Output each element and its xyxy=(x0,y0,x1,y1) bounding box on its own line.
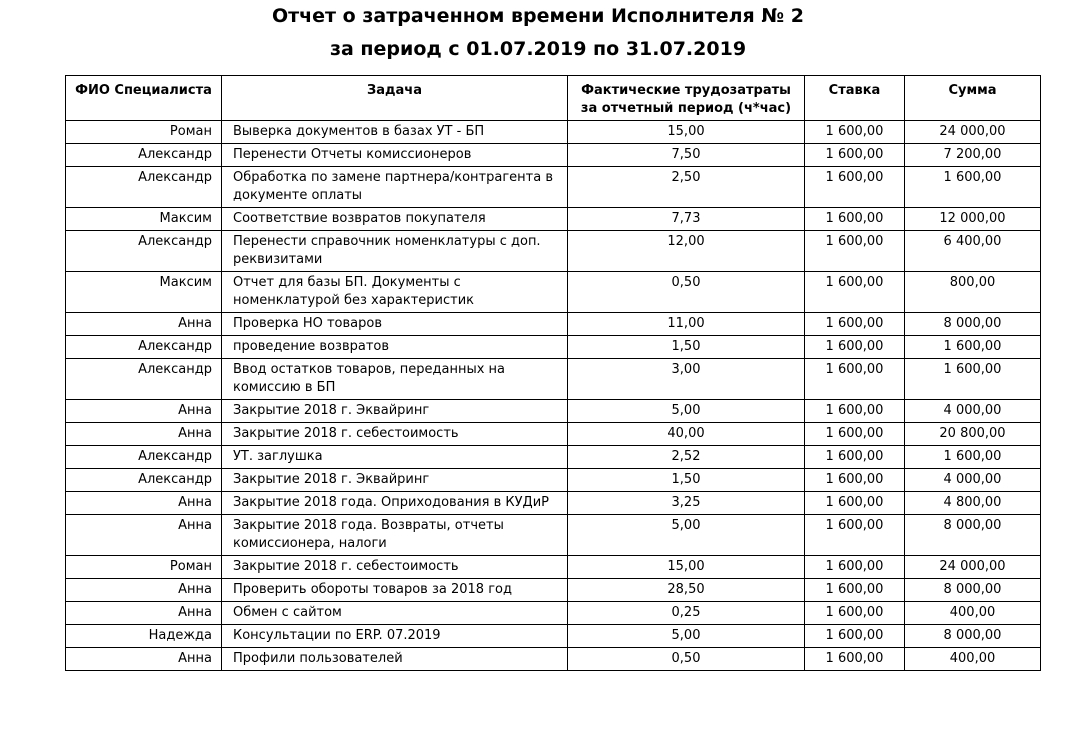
cell-sum: 4 000,00 xyxy=(905,400,1041,423)
cell-sum: 1 600,00 xyxy=(905,359,1041,400)
table-row xyxy=(66,336,1041,359)
cell-task: Отчет для базы БП. Документы с номенклатурой без характеристик xyxy=(222,272,568,313)
column-header-rate: Ставка xyxy=(805,76,905,121)
cell-hours: 40,00 xyxy=(568,423,805,446)
cell-rate: 1 600,00 xyxy=(805,167,905,208)
table-row xyxy=(66,625,1041,648)
cell-rate: 1 600,00 xyxy=(805,648,905,671)
cell-hours: 0,50 xyxy=(568,648,805,671)
cell-rate: 1 600,00 xyxy=(805,602,905,625)
cell-specialist: Анна xyxy=(66,648,222,671)
cell-task: Закрытие 2018 года. Оприходования в КУДиР xyxy=(222,492,568,515)
cell-rate: 1 600,00 xyxy=(805,336,905,359)
table-row xyxy=(66,579,1041,602)
cell-rate: 1 600,00 xyxy=(805,556,905,579)
cell-specialist: Александр xyxy=(66,144,222,167)
cell-specialist: Александр xyxy=(66,167,222,208)
cell-sum: 1 600,00 xyxy=(905,446,1041,469)
cell-specialist: Анна xyxy=(66,602,222,625)
cell-sum: 24 000,00 xyxy=(905,121,1041,144)
cell-sum: 8 000,00 xyxy=(905,625,1041,648)
cell-sum: 8 000,00 xyxy=(905,313,1041,336)
cell-task: Закрытие 2018 г. Эквайринг xyxy=(222,469,568,492)
cell-sum: 8 000,00 xyxy=(905,579,1041,602)
cell-hours: 5,00 xyxy=(568,625,805,648)
cell-hours: 12,00 xyxy=(568,231,805,272)
cell-hours: 0,25 xyxy=(568,602,805,625)
table-row xyxy=(66,272,1041,313)
cell-specialist: Анна xyxy=(66,579,222,602)
cell-hours: 1,50 xyxy=(568,469,805,492)
table-row xyxy=(66,313,1041,336)
cell-specialist: Анна xyxy=(66,515,222,556)
cell-sum: 7 200,00 xyxy=(905,144,1041,167)
cell-task: Закрытие 2018 г. себестоимость xyxy=(222,556,568,579)
cell-sum: 400,00 xyxy=(905,648,1041,671)
table-row xyxy=(66,208,1041,231)
cell-task: Проверка НО товаров xyxy=(222,313,568,336)
cell-specialist: Максим xyxy=(66,272,222,313)
cell-task: проведение возвратов xyxy=(222,336,568,359)
cell-rate: 1 600,00 xyxy=(805,231,905,272)
cell-rate: 1 600,00 xyxy=(805,144,905,167)
cell-specialist: Роман xyxy=(66,121,222,144)
table-header-row xyxy=(66,76,1041,121)
report-title: Отчет о затраченном времени Исполнителя № 2 xyxy=(271,5,805,27)
cell-rate: 1 600,00 xyxy=(805,423,905,446)
table-row xyxy=(66,648,1041,671)
cell-specialist: Роман xyxy=(66,556,222,579)
table-body xyxy=(66,121,1041,671)
column-header-sum: Сумма xyxy=(905,76,1041,121)
cell-rate: 1 600,00 xyxy=(805,446,905,469)
cell-specialist: Александр xyxy=(66,446,222,469)
table-row xyxy=(66,121,1041,144)
report-period: за период с 01.07.2019 по 31.07.2019 xyxy=(329,38,747,60)
cell-task: Обмен с сайтом xyxy=(222,602,568,625)
cell-task: Консультации по ERP. 07.2019 xyxy=(222,625,568,648)
cell-specialist: Александр xyxy=(66,359,222,400)
time-report-table xyxy=(65,75,1041,671)
cell-task: Перенести справочник номенклатуры с доп. реквизитами xyxy=(222,231,568,272)
cell-hours: 1,50 xyxy=(568,336,805,359)
cell-hours: 2,50 xyxy=(568,167,805,208)
column-header-task: Задача xyxy=(222,76,568,121)
cell-specialist: Александр xyxy=(66,231,222,272)
cell-sum: 6 400,00 xyxy=(905,231,1041,272)
cell-task: Выверка документов в базах УТ - БП xyxy=(222,121,568,144)
cell-specialist: Анна xyxy=(66,492,222,515)
cell-sum: 8 000,00 xyxy=(905,515,1041,556)
cell-hours: 7,50 xyxy=(568,144,805,167)
table-row xyxy=(66,602,1041,625)
cell-rate: 1 600,00 xyxy=(805,121,905,144)
cell-sum: 1 600,00 xyxy=(905,167,1041,208)
table-row xyxy=(66,423,1041,446)
cell-sum: 400,00 xyxy=(905,602,1041,625)
cell-hours: 0,50 xyxy=(568,272,805,313)
cell-specialist: Анна xyxy=(66,313,222,336)
cell-sum: 800,00 xyxy=(905,272,1041,313)
cell-hours: 15,00 xyxy=(568,556,805,579)
cell-sum: 24 000,00 xyxy=(905,556,1041,579)
cell-rate: 1 600,00 xyxy=(805,272,905,313)
cell-rate: 1 600,00 xyxy=(805,492,905,515)
table-row xyxy=(66,469,1041,492)
table-row xyxy=(66,400,1041,423)
cell-task: Перенести Отчеты комиссионеров xyxy=(222,144,568,167)
cell-specialist: Максим xyxy=(66,208,222,231)
table-row xyxy=(66,556,1041,579)
cell-rate: 1 600,00 xyxy=(805,625,905,648)
cell-specialist: Анна xyxy=(66,423,222,446)
cell-rate: 1 600,00 xyxy=(805,208,905,231)
cell-hours: 5,00 xyxy=(568,400,805,423)
cell-sum: 20 800,00 xyxy=(905,423,1041,446)
cell-task: УТ. заглушка xyxy=(222,446,568,469)
cell-task: Закрытие 2018 года. Возвраты, отчеты комиссионера, налоги xyxy=(222,515,568,556)
column-header-hours: Фактические трудозатраты за отчетный период (ч*час) xyxy=(568,76,805,121)
table-row xyxy=(66,359,1041,400)
cell-hours: 15,00 xyxy=(568,121,805,144)
cell-task: Закрытие 2018 г. себестоимость xyxy=(222,423,568,446)
table-row xyxy=(66,492,1041,515)
cell-task: Проверить обороты товаров за 2018 год xyxy=(222,579,568,602)
cell-rate: 1 600,00 xyxy=(805,579,905,602)
cell-hours: 3,00 xyxy=(568,359,805,400)
cell-rate: 1 600,00 xyxy=(805,515,905,556)
table-row xyxy=(66,231,1041,272)
cell-hours: 7,73 xyxy=(568,208,805,231)
cell-specialist: Александр xyxy=(66,469,222,492)
cell-specialist: Надежда xyxy=(66,625,222,648)
cell-sum: 1 600,00 xyxy=(905,336,1041,359)
cell-hours: 11,00 xyxy=(568,313,805,336)
cell-hours: 3,25 xyxy=(568,492,805,515)
cell-rate: 1 600,00 xyxy=(805,400,905,423)
cell-hours: 5,00 xyxy=(568,515,805,556)
table-row xyxy=(66,167,1041,208)
table-row xyxy=(66,144,1041,167)
table-row xyxy=(66,446,1041,469)
cell-specialist: Александр xyxy=(66,336,222,359)
cell-hours: 28,50 xyxy=(568,579,805,602)
cell-hours: 2,52 xyxy=(568,446,805,469)
cell-task: Обработка по замене партнера/контрагента в документе оплаты xyxy=(222,167,568,208)
cell-specialist: Анна xyxy=(66,400,222,423)
cell-task: Соответствие возвратов покупателя xyxy=(222,208,568,231)
table-row xyxy=(66,515,1041,556)
cell-task: Закрытие 2018 г. Эквайринг xyxy=(222,400,568,423)
column-header-fio: ФИО Специалиста xyxy=(66,76,222,121)
cell-rate: 1 600,00 xyxy=(805,469,905,492)
cell-rate: 1 600,00 xyxy=(805,313,905,336)
cell-sum: 12 000,00 xyxy=(905,208,1041,231)
cell-rate: 1 600,00 xyxy=(805,359,905,400)
cell-sum: 4 800,00 xyxy=(905,492,1041,515)
cell-task: Ввод остатков товаров, переданных на комиссию в БП xyxy=(222,359,568,400)
cell-task: Профили пользователей xyxy=(222,648,568,671)
cell-sum: 4 000,00 xyxy=(905,469,1041,492)
